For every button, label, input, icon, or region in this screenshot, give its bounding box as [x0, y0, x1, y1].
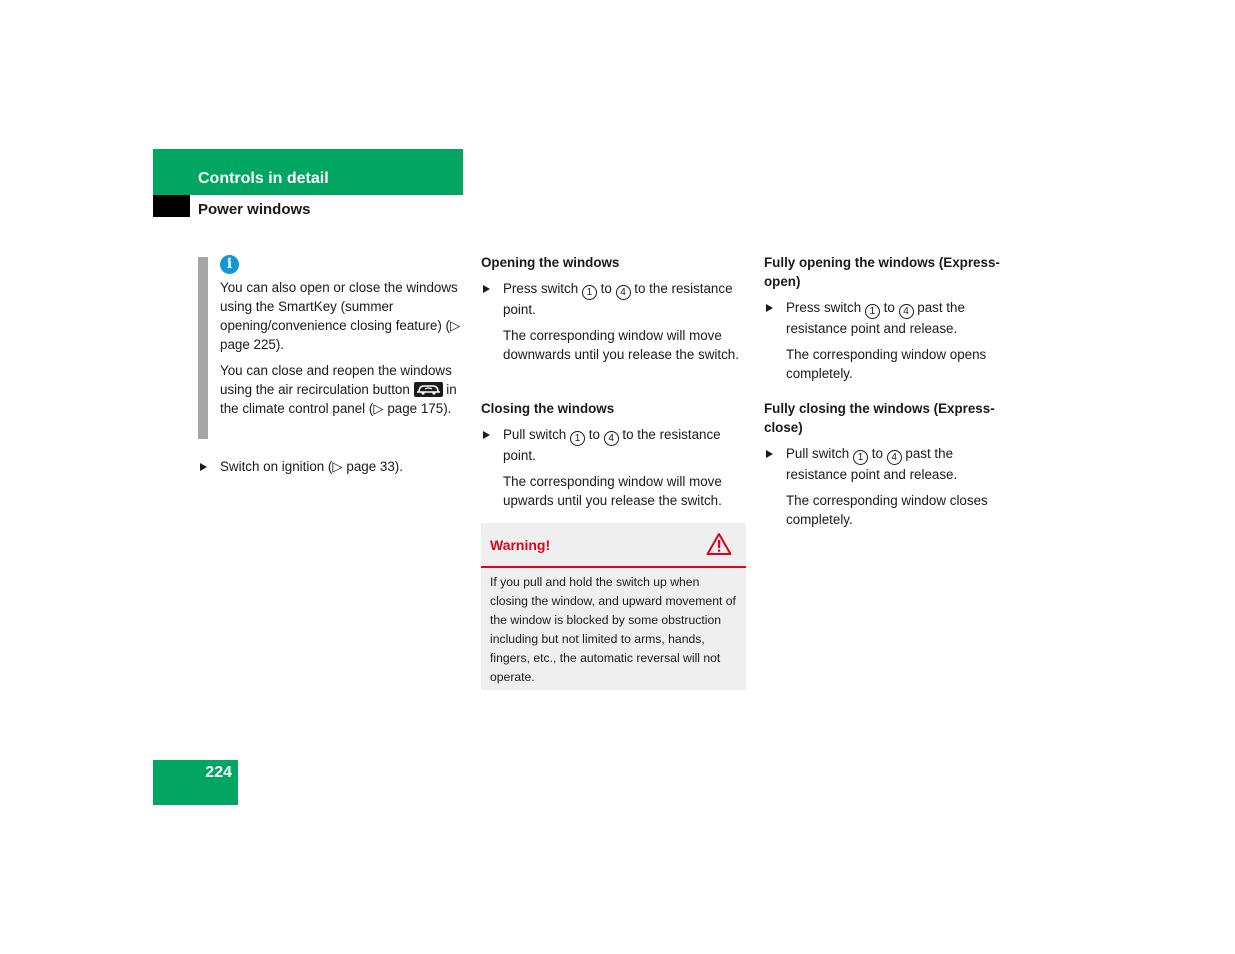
express-close-section: [764, 399, 1014, 529]
air-recirculation-icon: [414, 382, 443, 397]
closing-result: The corresponding window will move upwards until you release the switch.: [503, 474, 722, 508]
warning-triangle-icon: [706, 532, 732, 561]
info-note-bar: [198, 257, 208, 439]
info-note: [220, 278, 463, 425]
chapter-title: Controls in detail: [198, 170, 329, 187]
switch-number-4: 4: [616, 285, 631, 300]
switch-number-1: 1: [570, 431, 585, 446]
opening-heading: Opening the windows: [481, 255, 620, 270]
express-close-result: The corresponding window closes completely.: [786, 493, 988, 527]
express-open-step: Press switch 1 to 4 past the resistance point and release.: [764, 298, 1014, 338]
express-open-result: The corresponding window opens completely.: [786, 347, 987, 381]
info-icon: i: [220, 255, 239, 274]
switch-number-1: 1: [865, 304, 880, 319]
opening-result: The corresponding window will move downwards until you release the switch.: [503, 328, 739, 362]
closing-heading: Closing the windows: [481, 401, 615, 416]
express-open-heading: Fully opening the windows (Express-open): [764, 255, 1000, 289]
info-paragraph-recirculation: You can close and reopen the windows using the air recirculation button in the climate control panel (▷ page 175).: [220, 363, 457, 416]
opening-step: Press switch 1 to 4 to the resistance point.: [481, 279, 746, 319]
section-title: Power windows: [198, 201, 311, 218]
step-arrow-icon: [483, 431, 490, 439]
express-close-heading: Fully closing the windows (Express-close): [764, 401, 995, 435]
switch-number-1: 1: [582, 285, 597, 300]
switch-number-1: 1: [853, 450, 868, 465]
page-number: 224: [205, 764, 232, 781]
express-close-step: Pull switch 1 to 4 past the resistance point and release.: [764, 444, 1014, 484]
step-arrow-icon: [483, 285, 490, 293]
closing-step: Pull switch 1 to 4 to the resistance point.: [481, 425, 746, 465]
express-open-section: [764, 253, 1014, 383]
warning-text: If you pull and hold the switch up when closing the window, and upward movement of the window is blocked by some obstruction including but not limited to arms, hands, fingers, etc., the automatic reversal will not operate.: [490, 575, 736, 684]
warning-box: [481, 523, 746, 690]
switch-number-4: 4: [604, 431, 619, 446]
closing-section: [481, 399, 746, 510]
warning-header: [481, 523, 746, 568]
info-paragraph: You can also open or close the windows using the SmartKey (summer opening/convenience closing feature) (▷ page 225).: [220, 280, 461, 352]
switch-number-4: 4: [899, 304, 914, 319]
step-arrow-icon: [200, 463, 207, 471]
step-arrow-icon: [766, 450, 773, 458]
section-marker: [153, 195, 190, 217]
step-arrow-icon: [766, 304, 773, 312]
switch-number-4: 4: [887, 450, 902, 465]
page-number-box: [153, 760, 238, 805]
warning-label: Warning!: [490, 537, 551, 553]
opening-section: [481, 253, 746, 364]
ignition-step: Switch on ignition (▷ page 33).: [198, 457, 485, 476]
